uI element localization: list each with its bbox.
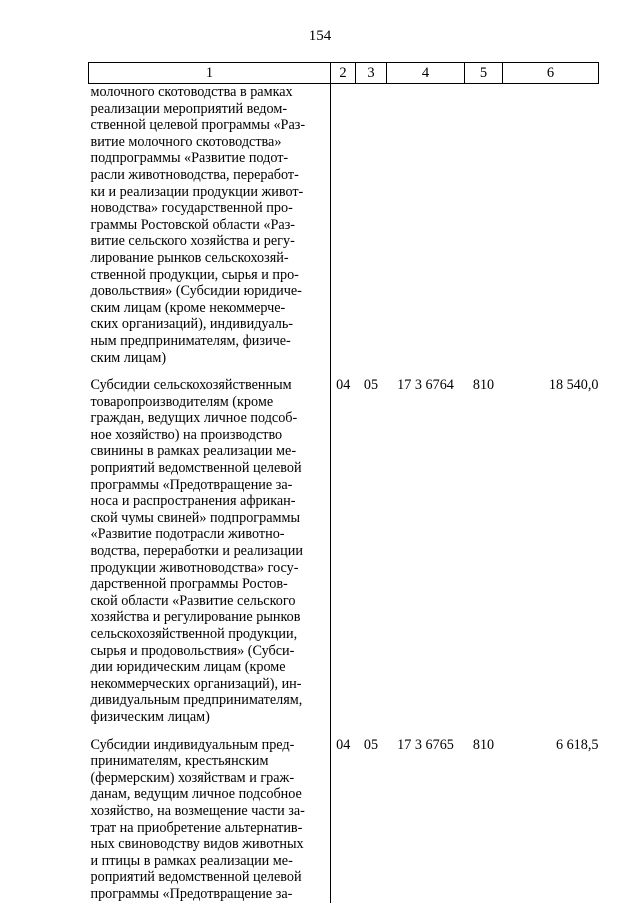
column-header-2: 2 bbox=[331, 63, 356, 84]
row-subsection-code bbox=[356, 84, 387, 375]
row-section-code: 04 bbox=[336, 377, 351, 394]
row-subsection-code: 05 bbox=[363, 736, 379, 753]
row-amount: 6 618,5 bbox=[555, 736, 599, 753]
row-target-article: 17 3 6764 bbox=[397, 377, 454, 394]
table-row bbox=[89, 84, 599, 375]
column-header-1: 1 bbox=[89, 63, 331, 84]
row-section-code: 04 bbox=[336, 736, 351, 753]
column-header-5: 5 bbox=[465, 63, 503, 84]
row-description: Субсидии сельскохозяйственным товаропроизводителям (кроме граждан, ведущих личное подсоб- ное хозяйство) на производство свинины в рамках реализации ме- роприятий ведомственной целевой программы «Предотвращение за- носа и распространения африкан- ской чумы свиней» подпрограммы «Развитие подотрасли животно- водства, переработки и реализации продукции животноводства» госу- дарственной программы Ростов- ской области «Развитие сельского хозяйства и регулирование рынков сельскохозяйственной продукции, сырья и продовольствия» (Субси- дии юридическим лицам (кроме некоммерческих организаций), ин- дивидуальным предпринимателям, физическим лицам) bbox=[90, 377, 303, 725]
row-expense-type: 810 bbox=[472, 377, 495, 394]
table-header-row bbox=[89, 63, 599, 84]
table-row bbox=[89, 734, 599, 903]
budget-table bbox=[88, 62, 599, 903]
row-target-article bbox=[387, 84, 465, 375]
row-amount bbox=[503, 84, 599, 375]
column-header-6: 6 bbox=[503, 63, 599, 84]
table-row bbox=[89, 374, 599, 733]
row-description: молочного скотоводства в рамках реализации мероприятий ведом- ственной целевой программы «Раз- витие молочного скотоводства» подпрограммы «Развитие подот- расли животноводства, переработ- ки и реализации продукции живот- новодства» государственной про- граммы Ростовской области «Раз- витие сельского хозяйства и регу- лирование рынков сельскохозяй- ственной продукции, сырья и про- довольствия» (Субсидии юридиче- ским лицам (кроме некоммерче- ских организаций), индивидуаль- ным предпринимателям, физиче- ским лицам) bbox=[90, 84, 306, 366]
row-section-code bbox=[331, 84, 356, 375]
row-subsection-code: 05 bbox=[363, 377, 379, 394]
row-target-article: 17 3 6765 bbox=[397, 736, 454, 753]
row-description: Субсидии индивидуальным пред- принимателям, крестьянским (фермерским) хозяйствам и граж- данам, ведущим личное подсобное хозяйство, на возмещение части за- трат на приобретение альтернатив- ных свиноводству видов животных и птицы в рамках реализации ме- роприятий ведомственной целевой программы «Предотвращение за- bbox=[90, 736, 305, 902]
column-header-4: 4 bbox=[387, 63, 465, 84]
row-amount: 18 540,0 bbox=[548, 377, 599, 394]
page-number: 154 bbox=[308, 28, 332, 44]
column-header-3: 3 bbox=[356, 63, 387, 84]
row-expense-type: 810 bbox=[472, 736, 495, 753]
row-expense-type bbox=[465, 84, 503, 375]
